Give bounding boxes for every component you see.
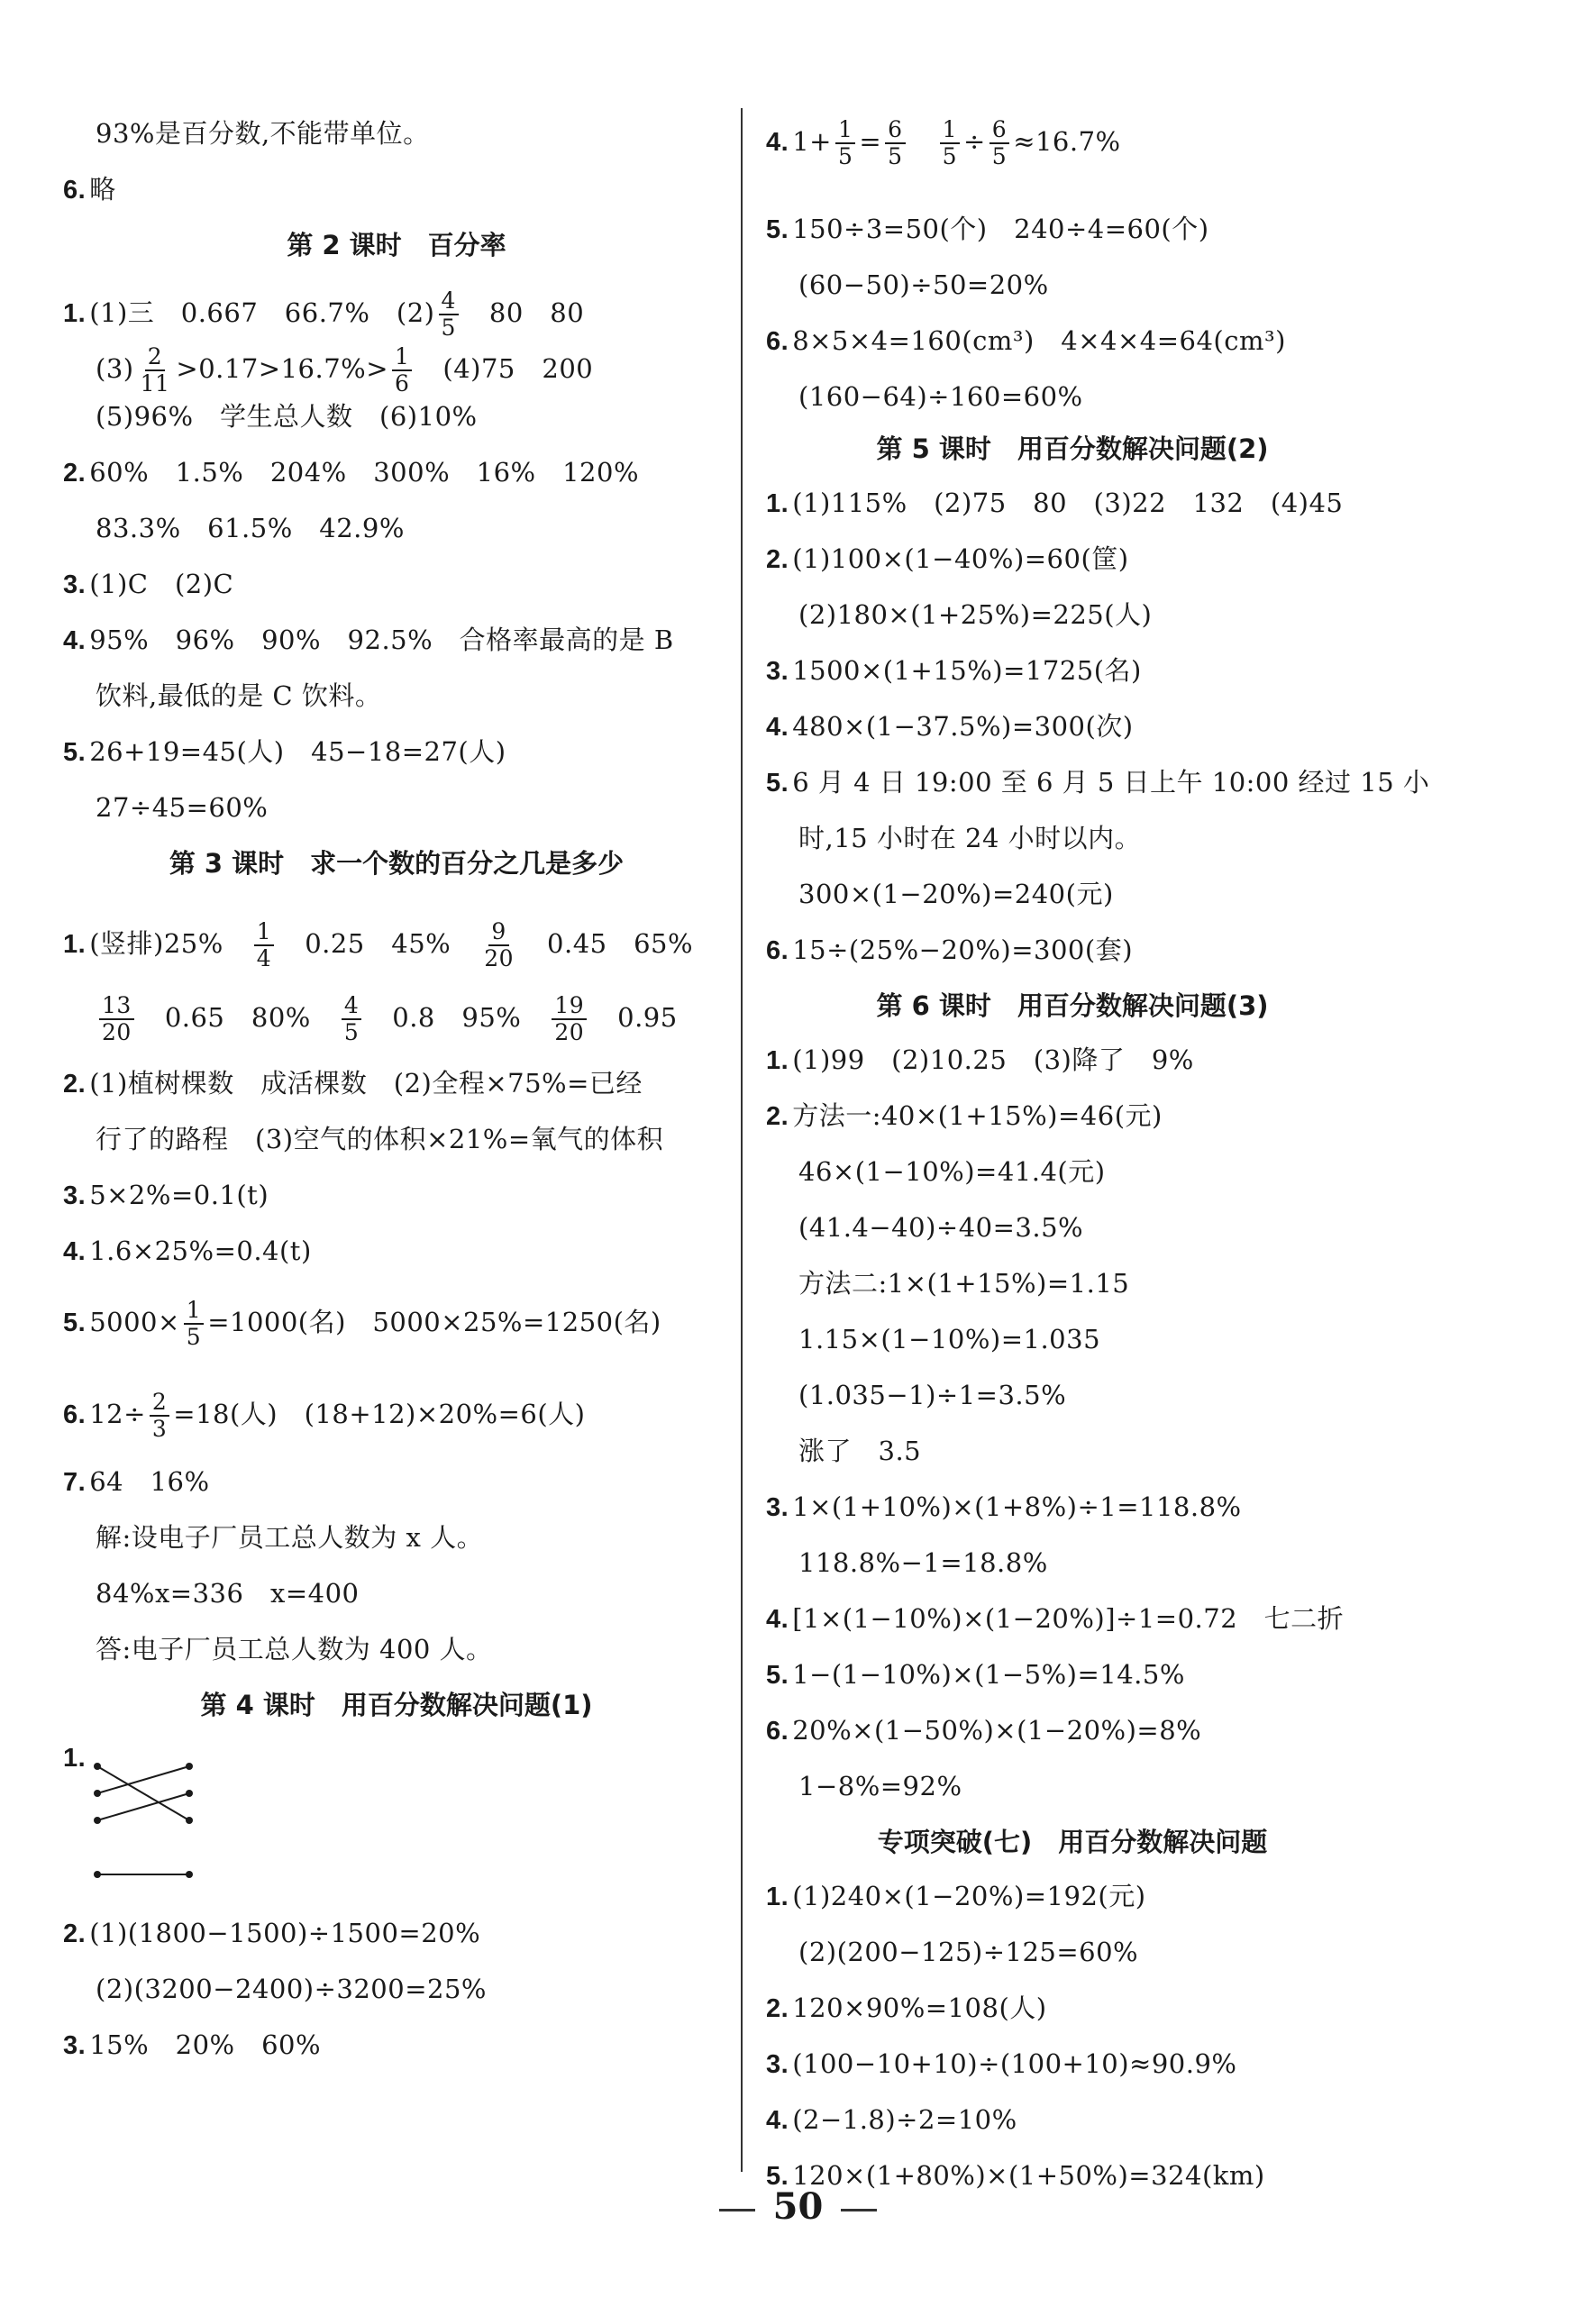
l6-item-2-line3: (41.4−40)÷40=3.5% — [798, 1212, 1084, 1243]
s-item-1-line2: (2)(200−125)÷125=60% — [798, 1937, 1139, 1967]
r-item-6: 6. 8×5×4=160(cm³) 4×4×4=64(cm³) — [766, 325, 1286, 356]
prev-item-6: 6. 略 — [63, 174, 116, 205]
r-item-5: 5. 150÷3=50(个) 240÷4=60(个) — [766, 214, 1209, 244]
l3-item-2-line2: 行了的路程 (3)空气的体积×21%=氧气的体积 — [96, 1124, 664, 1154]
l4-item-2: 2. (1)(1800−1500)÷1500=20% — [63, 1918, 481, 1948]
l5-item-6: 6. 15÷(25%−20%)=300(套) — [766, 935, 1134, 965]
match-dot — [186, 1871, 193, 1878]
page-footer — [0, 2185, 1596, 2228]
match-dot — [94, 1790, 101, 1797]
lesson-2-title: 第 2 课时 百分率 — [287, 230, 506, 260]
l5-item-5: 5. 6 月 4 日 19:00 至 6 月 5 日上午 10:00 经过 15 小 — [766, 767, 1430, 798]
l2-item-1: 1. (1)三 0.667 66.7% (2) $\frac{4}{5}$ 80 80 — [63, 287, 585, 341]
l6-item-2: 2. 方法一:40×(1+15%)=46(元) — [766, 1100, 1163, 1131]
match-dot — [94, 1817, 101, 1824]
l2-item-4: 4. 95% 96% 90% 92.5% 合格率最高的是 B — [63, 625, 674, 655]
l5-item-4: 4. 480×(1−37.5%)=300(次) — [766, 711, 1134, 742]
l3-item-7-line3: 84%x=336 x=400 — [96, 1578, 360, 1609]
fraction: $\frac{19}{20}$ — [552, 993, 587, 1045]
l3-item-1: 1. (竖排)25% $\frac{1}{4}$ 0.25 45% $\frac{9}{20}$ 0.45 65% — [63, 918, 694, 971]
footer-dash — [719, 2209, 755, 2211]
l4-item-2-line2: (2)(3200−2400)÷3200=25% — [96, 1974, 487, 2004]
l3-item-3: 3. 5×2%=0.1(t) — [63, 1180, 269, 1210]
l3-item-7-line4: 答:电子厂员工总人数为 400 人。 — [96, 1634, 493, 1664]
l2-item-1-line2: (3) $\frac{2}{11}$ >0.17>16.7%> $\frac{1}{6}$ (4)75 200 — [96, 343, 594, 397]
match-line — [97, 1766, 189, 1820]
l5-item-5-line3: 300×(1−20%)=240(元) — [798, 879, 1114, 909]
fraction: $\frac{6}{5}$ — [885, 117, 905, 169]
l5-item-2: 2. (1)100×(1−40%)=60(筐) — [766, 543, 1129, 574]
s-item-4: 4. (2−1.8)÷2=10% — [766, 2104, 1017, 2135]
l5-item-1: 1. (1)115% (2)75 80 (3)22 132 (4)45 — [766, 488, 1344, 518]
l3-item-6: 6. 12÷ $\frac{2}{3}$ =18(人) (18+12)×20%=6(人) — [63, 1389, 586, 1442]
l2-item-4-line2: 饮料,最低的是 C 饮料。 — [96, 680, 382, 711]
fraction: $\frac{1}{6}$ — [392, 344, 412, 397]
l6-item-2-line5: 1.15×(1−10%)=1.035 — [798, 1324, 1101, 1354]
l2-item-2-line2: 83.3% 61.5% 42.9% — [96, 513, 405, 543]
r-item-5-line2: (60−50)÷50=20% — [798, 269, 1049, 300]
fraction: $\frac{2}{11}$ — [140, 343, 170, 397]
l3-item-1-line2: $\frac{13}{20}$ 0.65 80% $\frac{4}{5}$ 0.8 95% $\frac{19}{20}$ 0.95 — [96, 993, 678, 1045]
l6-item-3-line2: 118.8%−1=18.8% — [798, 1547, 1048, 1578]
match-line — [97, 1766, 189, 1793]
l6-item-5: 5. 1−(1−10%)×(1−5%)=14.5% — [766, 1659, 1185, 1690]
l5-item-5-line2: 时,15 小时在 24 小时以内。 — [798, 823, 1142, 853]
match-dot — [186, 1790, 193, 1797]
lesson-3-title: 第 3 课时 求一个数的百分之几是多少 — [169, 848, 625, 879]
fraction: $\frac{4}{5}$ — [342, 993, 361, 1045]
l6-item-2-line6: (1.035−1)÷1=3.5% — [798, 1380, 1067, 1410]
lesson-6-title: 第 6 课时 用百分数解决问题(3) — [876, 990, 1269, 1021]
page-number: 50 — [772, 2185, 824, 2228]
l5-item-3: 3. 1500×(1+15%)=1725(名) — [766, 655, 1142, 686]
l6-item-2-line4: 方法二:1×(1+15%)=1.15 — [798, 1268, 1130, 1299]
s-item-3: 3. (100−10+10)÷(100+10)≈90.9% — [766, 2048, 1237, 2079]
l3-item-4: 4. 1.6×25%=0.4(t) — [63, 1236, 312, 1266]
match-dot — [186, 1763, 193, 1770]
match-dot — [186, 1817, 193, 1824]
prev-answer-line: 93%是百分数,不能带单位。 — [96, 118, 430, 149]
fraction: $\frac{4}{5}$ — [439, 288, 459, 341]
l6-item-6-line2: 1−8%=92% — [798, 1771, 962, 1801]
l4-item-1: 1. — [63, 1744, 87, 1773]
lesson-4-title: 第 4 课时 用百分数解决问题(1) — [200, 1690, 593, 1720]
s-item-2: 2. 120×90%=108(人) — [766, 1993, 1047, 2023]
matching-diagram — [90, 1748, 198, 1901]
fraction: $\frac{1}{5}$ — [940, 117, 960, 169]
special-title: 专项突破(七) 用百分数解决问题 — [877, 1827, 1268, 1857]
l5-item-2-line2: (2)180×(1+25%)=225(人) — [798, 599, 1153, 630]
l6-item-6: 6. 20%×(1−50%)×(1−20%)=8% — [766, 1715, 1202, 1746]
fraction: $\frac{13}{20}$ — [99, 993, 134, 1045]
lesson-5-title: 第 5 课时 用百分数解决问题(2) — [876, 433, 1269, 464]
l2-item-2: 2. 60% 1.5% 204% 300% 16% 120% — [63, 457, 640, 488]
l4-item-3: 3. 15% 20% 60% — [63, 2029, 322, 2060]
r-item-4: 4. 1+ $\frac{1}{5}$ = $\frac{6}{5}$ $\frac{1}{5}$ ÷ $\frac{6}{5}$ ≈16.7% — [766, 116, 1121, 169]
match-dot — [94, 1763, 101, 1770]
l3-item-2: 2. (1)植树棵数 成活棵数 (2)全程×75%=已经 — [63, 1068, 643, 1099]
l2-item-3: 3. (1)C (2)C — [63, 569, 234, 599]
l2-item-5: 5. 26+19=45(人) 45−18=27(人) — [63, 736, 506, 767]
match-dot — [94, 1871, 101, 1878]
l2-item-5-line2: 27÷45=60% — [96, 792, 269, 823]
fraction: $\frac{1}{5}$ — [184, 1298, 204, 1350]
l6-item-3: 3. 1×(1+10%)×(1+8%)÷1=118.8% — [766, 1491, 1242, 1522]
fraction: $\frac{9}{20}$ — [484, 918, 515, 971]
column-divider — [741, 108, 743, 2172]
l3-item-7: 7. 64 16% — [63, 1466, 210, 1497]
s-item-1: 1. (1)240×(1−20%)=192(元) — [766, 1881, 1146, 1911]
fraction: $\frac{6}{5}$ — [990, 117, 1009, 169]
l6-item-4: 4. [1×(1−10%)×(1−20%)]÷1=0.72 七二折 — [766, 1603, 1345, 1634]
l3-item-7-line2: 解:设电子厂员工总人数为 x 人。 — [96, 1522, 484, 1553]
fraction: $\frac{1}{5}$ — [835, 117, 855, 169]
fraction: $\frac{1}{4}$ — [254, 919, 274, 971]
l6-item-2-line7: 涨了 3.5 — [798, 1436, 922, 1466]
s-item-5: 5. 120×(1+80%)×(1+50%)=324(km) — [766, 2160, 1265, 2191]
fraction: $\frac{2}{3}$ — [150, 1390, 169, 1442]
l3-item-5: 5. 5000× $\frac{1}{5}$ =1000(名) 5000×25%=1250(名) — [63, 1297, 661, 1350]
match-line — [97, 1793, 189, 1820]
l6-item-1: 1. (1)99 (2)10.25 (3)降了 9% — [766, 1044, 1194, 1075]
l2-item-1-line3: (5)96% 学生总人数 (6)10% — [96, 401, 478, 432]
r-item-6-line2: (160−64)÷160=60% — [798, 381, 1083, 412]
l6-item-2-line2: 46×(1−10%)=41.4(元) — [798, 1156, 1106, 1187]
footer-dash — [841, 2209, 877, 2211]
